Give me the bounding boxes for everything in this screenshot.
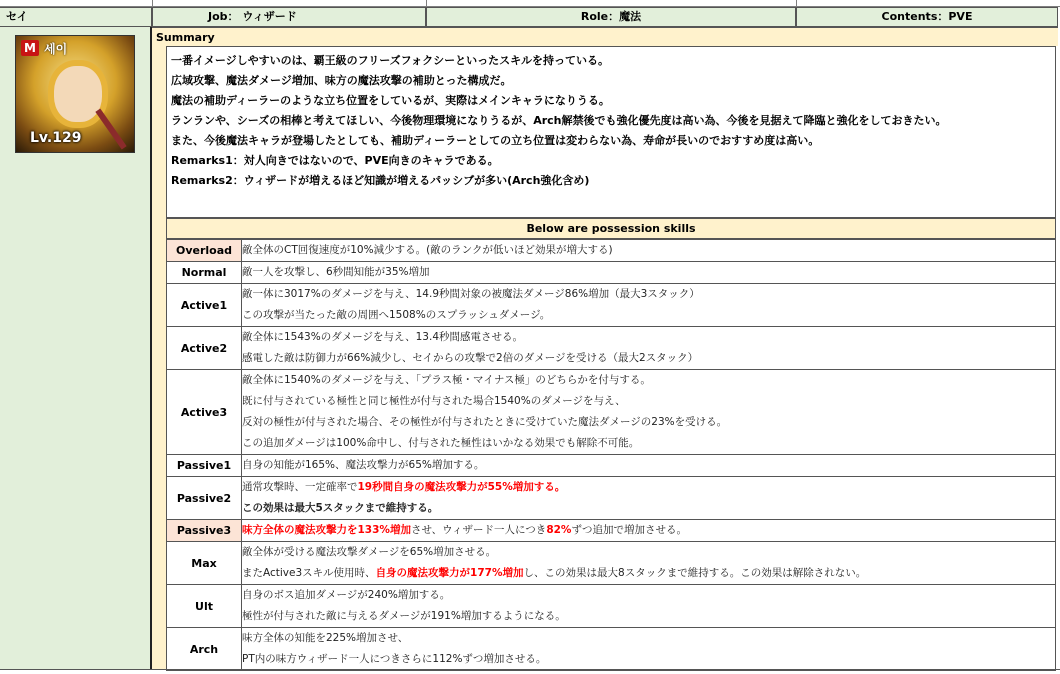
skill-description [242, 284, 1056, 327]
rank-badge: M [21, 40, 39, 56]
skill-description [242, 477, 1056, 520]
table-row [167, 585, 1056, 628]
summary-line: 広域攻撃、魔法ダメージ増加、味方の魔法攻撃の補助とった構成だ。 [171, 74, 512, 87]
table-row [167, 520, 1056, 542]
skill-line: 敵全体に1543%のダメージを与え、13.4秒間感電させる。 [242, 331, 523, 343]
skill-line: 感電した敵は防御力が66%減少し、セイからの攻撃で2倍のダメージを受ける（最大2スタック） [242, 352, 699, 364]
summary-line: ランランや、シーズの相棒と考えてほしい、今後物理環境になりうるが、Arch解禁後でも強化優先度は高い為、今後を見据えて降臨と強化をしておきたい。 [171, 114, 947, 127]
skill-description [242, 585, 1056, 628]
character-avatar [15, 35, 135, 153]
skill-description [242, 455, 1056, 477]
skill-emphasis: 味方全体の魔法攻撃力を133%増加 [242, 524, 411, 536]
name-header-cell [0, 7, 152, 27]
summary-line: 魔法の補助ディーラーのような立ち位置をしているが、実際はメインキャラになりうる。 [171, 94, 610, 107]
column-divider [426, 0, 427, 7]
skill-line: 味方全体の知能を225%増加させ、 [242, 632, 409, 644]
skill-description [242, 370, 1056, 455]
skill-line: 自身のボス追加ダメージが240%増加する。 [242, 589, 451, 601]
role-header-cell [426, 7, 796, 27]
skill-name: Overload [167, 240, 242, 262]
character-portrait-face [54, 66, 102, 122]
skill-text: ずつ追加で増加させる。 [571, 524, 687, 536]
column-divider [152, 0, 153, 7]
summary-line: Remarks2：ウィザードが増えるほど知識が増えるパッシブが多い(Arch強化含め) [171, 174, 590, 187]
skill-name: Max [167, 542, 242, 585]
summary-line: また、今後魔法キャラが登場したとしても、補助ディーラーとしての立ち位置は変わらない為、寿命が長いのでおすすめ度は高い。 [171, 134, 820, 147]
skill-name: Active2 [167, 327, 242, 370]
table-row [167, 327, 1056, 370]
skill-text: 通常攻撃時、一定確率で [242, 481, 358, 493]
contents-header-cell [796, 7, 1058, 27]
skill-line: この追加ダメージは100%命中し、付与された極性はいかなる効果でも解除不可能。 [242, 437, 640, 449]
skill-description [242, 520, 1056, 542]
skill-line [242, 520, 1055, 541]
summary-box [166, 46, 1056, 218]
table-row [167, 542, 1056, 585]
skill-description [242, 240, 1056, 262]
skill-name: Passive1 [167, 455, 242, 477]
skill-line: 敵一人を攻撃し、6秒間知能が35%増加 [242, 266, 430, 278]
avatar-name: 세이 [44, 42, 68, 56]
avatar-level: Lv.129 [30, 130, 82, 146]
skill-line [242, 563, 1055, 584]
contents-label: Contents：PVE [881, 10, 973, 23]
character-name: セイ [6, 10, 28, 23]
bottom-row-strip [0, 669, 1060, 674]
skill-description [242, 327, 1056, 370]
job-label: Job： ウィザード [208, 10, 297, 23]
skill-emphasis: 19秒間自身の魔法攻撃力が55%増加する。 [357, 481, 566, 493]
skill-emphasis: この効果は最大5スタックまで維持する。 [242, 502, 439, 514]
skills-table [166, 239, 1056, 671]
summary-side-band [152, 46, 166, 670]
role-label: Role：魔法 [580, 10, 642, 23]
skill-name: Active1 [167, 284, 242, 327]
table-row [167, 262, 1056, 284]
skill-line: PT内の味方ウィザード一人につきさらに112%ずつ増加させる。 [242, 653, 547, 665]
table-row [167, 455, 1056, 477]
skill-emphasis: 82% [546, 524, 572, 536]
table-row [167, 240, 1056, 262]
skill-name: Passive3 [167, 520, 242, 542]
column-divider [796, 0, 797, 7]
skill-name: Passive2 [167, 477, 242, 520]
summary-line: Remarks1：対人向きではないので、PVE向きのキャラである。 [171, 154, 499, 167]
table-row [167, 477, 1056, 520]
skill-description [242, 262, 1056, 284]
table-row [167, 284, 1056, 327]
skill-line: 敵全体のCT回復速度が10%減少する。(敵のランクが低いほど効果が増大する) [242, 244, 613, 256]
job-header-cell [152, 7, 426, 27]
skills-section-header: Below are possession skills [166, 218, 1056, 239]
skill-line: 敵一体に3017%のダメージを与え、14.9秒間対象の被魔法ダメージ86%増加（最大3スタック） [242, 288, 700, 300]
skill-name: Arch [167, 628, 242, 671]
skill-name: Normal [167, 262, 242, 284]
table-row [167, 628, 1056, 671]
skill-line: 反対の極性が付与された場合、その極性が付与されたときに受けていた魔法ダメージの23%を受ける。 [242, 416, 728, 428]
skill-emphasis: 自身の魔法攻撃力が177%増加 [375, 567, 524, 579]
skill-name: Ult [167, 585, 242, 628]
skill-description [242, 628, 1056, 671]
character-portrait-wand [95, 108, 126, 149]
skill-text: またActive3スキル使用時、 [242, 567, 376, 579]
skill-line: 既に付与されている極性と同じ極性が付与された場合1540%のダメージを与え、 [242, 395, 626, 407]
skill-line: この攻撃が当たった敵の周囲へ1508%のスプラッシュダメージ。 [242, 309, 551, 321]
skill-description [242, 542, 1056, 585]
skill-line: 敵全体に1540%のダメージを与え、「プラス極・マイナス極」のどちらかを付与する。 [242, 374, 651, 386]
top-row-strip [0, 0, 1060, 7]
skill-text: し、この効果は最大8スタックまで維持する。この効果は解除されない。 [523, 567, 867, 579]
skill-line: 自身の知能が165%、魔法攻撃力が65%増加する。 [242, 459, 485, 471]
skill-line: 敵全体が受ける魔法攻撃ダメージを65%増加させる。 [242, 546, 497, 558]
skill-name: Active3 [167, 370, 242, 455]
skill-line [242, 477, 1055, 498]
summary-line: 一番イメージしやすいのは、覇王級のフリーズフォクシーといったスキルを持っている。 [171, 54, 610, 67]
skill-line: 極性が付与された敵に与えるダメージが191%増加するようになる。 [242, 610, 566, 622]
skill-text: させ、ウィザード一人につき [410, 524, 547, 536]
summary-label: Summary [152, 27, 1058, 46]
table-row [167, 370, 1056, 455]
